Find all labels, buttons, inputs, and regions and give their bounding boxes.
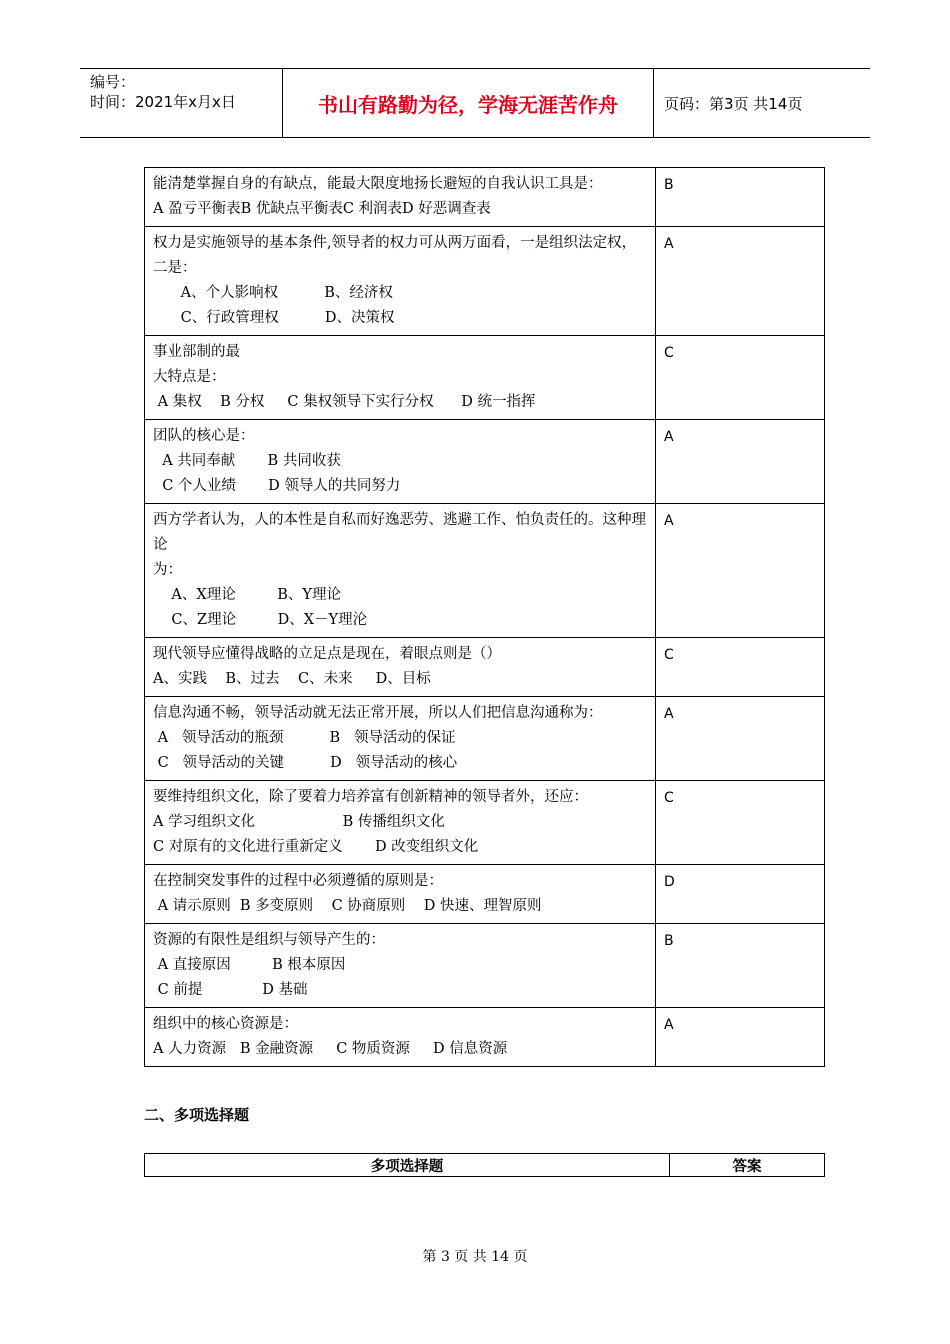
question-cell <box>145 336 656 420</box>
table-row <box>145 420 825 504</box>
answer-cell: A <box>656 420 825 504</box>
question-text: 信息沟通不畅，领导活动就无法正常开展，所以人们把信息沟通称为： <box>153 705 603 721</box>
question-text: 权力是实施领导的基本条件,领导者的权力可从两万面看，一是组织法定权，二是： <box>153 235 637 276</box>
question-line: A 直接原因 B 根本原因 <box>153 957 346 973</box>
question-line: A 人力资源 B 金融资源 C 物质资源 D 信息资源 <box>153 1041 508 1057</box>
question-text: 要维持组织文化，除了要着力培养富有创新精神的领导者外，还应： <box>153 789 588 805</box>
page-header <box>80 68 870 138</box>
question-text: 能清楚掌握自身的有缺点，能最大限度地扬长避短的自我认识工具是： <box>153 176 603 192</box>
question-line: C 对原有的文化进行重新定义 D 改变组织文化 <box>153 839 479 855</box>
column-header-answer: 答案 <box>670 1154 825 1177</box>
question-cell <box>145 227 656 336</box>
question-text: 西方学者认为，人的本性是自私而好逸恶劳、逃避工作、怕负责任的。这种理论 <box>153 512 646 553</box>
question-text: 在控制突发事件的过程中必须遵循的原则是： <box>153 873 443 889</box>
page-info: 页码：第3页 共14页 <box>664 94 803 113</box>
question-cell <box>145 638 656 697</box>
table-row <box>145 697 825 781</box>
column-header-question: 多项选择题 <box>145 1154 670 1177</box>
question-line: A 领导活动的瓶颈 B 领导活动的保证 <box>153 730 456 746</box>
table-row <box>145 1008 825 1067</box>
question-cell <box>145 697 656 781</box>
question-cell <box>145 924 656 1008</box>
question-text: 团队的核心是： <box>153 428 255 444</box>
answer-cell: A <box>656 227 825 336</box>
question-text: 资源的有限性是组织与领导产生的： <box>153 932 385 948</box>
question-cell <box>145 865 656 924</box>
header-meta <box>80 69 283 137</box>
answer-cell: C <box>656 336 825 420</box>
table-header-row <box>145 1154 825 1177</box>
question-line: A、X理论 B、Y理论 <box>153 587 341 603</box>
table-row <box>145 781 825 865</box>
question-line: C、Z理论 D、X－Y理沦 <box>153 612 368 628</box>
question-cell <box>145 781 656 865</box>
question-cell <box>145 1008 656 1067</box>
question-line: A 共同奉献 B 共同收获 <box>153 453 341 469</box>
question-line: A、实践 B、过去 C、未来 D、目标 <box>153 671 431 687</box>
question-cell <box>145 504 656 638</box>
question-line: A 学习组织文化 B 传播组织文化 <box>153 814 445 830</box>
question-text: 事业部制的最 <box>153 344 240 360</box>
motto: 书山有路勤为径，学海无涯苦作舟 <box>283 69 654 137</box>
question-line: C 前提 D 基础 <box>153 982 308 998</box>
table-row <box>145 504 825 638</box>
table-row <box>145 924 825 1008</box>
question-line: C 个人业绩 D 领导人的共同努力 <box>153 478 401 494</box>
question-line: 大特点是： <box>153 369 226 385</box>
table-row <box>145 336 825 420</box>
table-row <box>145 638 825 697</box>
answer-cell: B <box>656 168 825 227</box>
answer-cell: A <box>656 1008 825 1067</box>
answer-cell: A <box>656 697 825 781</box>
table-row <box>145 168 825 227</box>
multi-choice-table <box>144 1153 825 1177</box>
question-line: A、个人影响权 B、经济权 <box>153 285 393 301</box>
date-label: 时间：2021年x月x日 <box>90 93 236 111</box>
table-row <box>145 865 825 924</box>
answer-cell: C <box>656 638 825 697</box>
table-row <box>145 227 825 336</box>
question-cell <box>145 168 656 227</box>
question-line: A 盈亏平衡表B 优缺点平衡表C 利润表D 好恶调查表 <box>153 201 491 217</box>
question-line: A 集权 B 分权 C 集权领导下实行分权 D 统一指挥 <box>153 394 536 410</box>
page-footer: 第 3 页 共 14 页 <box>422 1249 528 1265</box>
single-choice-table <box>144 167 825 1067</box>
number-label: 编号： <box>90 73 136 91</box>
question-line: C、行政管理权 D、决策权 <box>153 310 395 326</box>
question-text: 组织中的核心资源是： <box>153 1016 298 1032</box>
section-title: 二、多项选择题 <box>144 1106 250 1124</box>
answer-cell: C <box>656 781 825 865</box>
answer-cell: B <box>656 924 825 1008</box>
question-line: C 领导活动的关键 D 领导活动的核心 <box>153 755 458 771</box>
question-line: A 请示原则 B 多变原则 C 协商原则 D 快速、理智原则 <box>153 898 542 914</box>
answer-cell: A <box>656 504 825 638</box>
question-line: 为： <box>153 562 182 578</box>
answer-cell: D <box>656 865 825 924</box>
question-text: 现代领导应懂得战略的立足点是现在，着眼点则是（） <box>153 646 501 662</box>
question-cell <box>145 420 656 504</box>
